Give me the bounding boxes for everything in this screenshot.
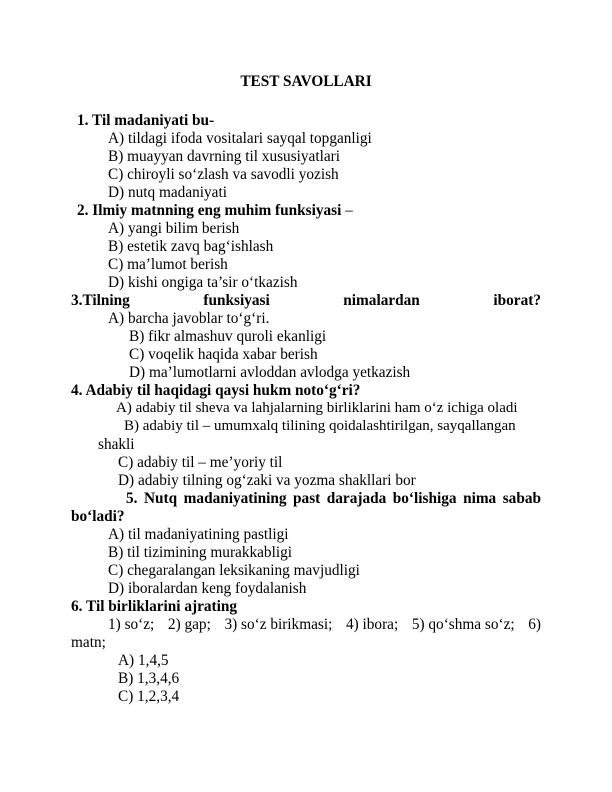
q5-word: bo‘lishiga [392,490,457,507]
question-2-text: 2. Ilmiy matnning eng muhim funksiyasi [77,202,342,219]
q3-word: 3.Tilning [71,292,130,309]
q2-option-c: C) ma’lumot berish [108,256,228,273]
q6-item: 3) so‘z birikmasi; [224,616,333,633]
q4-option-d: D) adabiy tilning og‘zaki va yozma shakllari bor [118,472,416,489]
question-4: 4. Adabiy til haqidagi qaysi hukm noto‘g‘ri? [71,382,361,399]
q1-option-d: D) nutq madaniyati [108,184,227,201]
q6-item: 6) [528,616,541,633]
q5-option-b: B) til tizimining murakkabligi [108,544,292,561]
q6-option-c: C) 1,2,3,4 [118,688,180,705]
q6-items [108,616,541,633]
q2-option-a: A) yangi bilim berish [108,220,240,237]
question-1: 1. Til madaniyati bu- [77,112,215,129]
q5-option-a: A) til madaniyatining pastligi [108,526,289,543]
q4-option-b-cont: shakli [98,436,135,453]
q1-option-a: A) tildagi ifoda vositalari sayqal topganligi [108,130,372,147]
q4-option-b: B) adabiy til – umumxalq tilining qoidalashtirilgan, sayqallangan [124,418,516,434]
q5-option-c: C) chegaralangan leksikaning mavjudligi [108,562,360,579]
q3-word: funksiyasi [203,292,270,309]
q1-option-b: B) muayyan davrning til xususiyatlari [108,148,340,165]
q5-option-d: D) iboralardan keng foydalanish [108,580,307,597]
question-5 [126,490,541,507]
question-3 [71,292,541,309]
q2-option-b: B) estetik zavq bag‘ishlash [108,238,274,255]
question-6: 6. Til birliklarini ajrating [71,598,238,615]
q5-word: sabab [502,490,541,507]
q5-word: past [293,490,321,507]
q3-option-a: A) barcha javoblar to‘g‘ri. [108,310,270,327]
q5-word: 5. [126,490,138,507]
q3-option-c: C) voqelik haqida xabar berish [129,346,318,363]
page-title: TEST SAVOLLARI [240,73,372,90]
q3-option-d: D) ma’lumotlarni avloddan avlodga yetkazish [129,364,411,381]
question-2 [77,202,353,219]
q3-word: iborat? [493,292,541,309]
q2-option-d: D) kishi ongiga ta’sir o‘tkazish [108,274,298,291]
q5-word: Nutq [144,490,178,507]
q4-option-a: A) adabiy til sheva va lahjalarning birliklarini ham o‘z ichiga oladi [116,400,518,416]
q3-word: nimalardan [343,292,420,309]
q6-item: 1) so‘z; [108,616,155,633]
q1-option-c: C) chiroyli so‘zlash va savodli yozish [108,166,339,183]
q5-word: nima [463,490,497,507]
question-5-cont: bo‘ladi? [71,508,125,525]
q6-option-b: B) 1,3,4,6 [118,670,180,687]
q5-word: darajada [326,490,387,507]
q3-option-b: B) fikr almashuv quroli ekanligi [129,328,327,345]
q6-item: 4) ibora; [345,616,399,633]
q6-option-a: A) 1,4,5 [118,652,169,669]
q6-items-cont: matn; [71,634,106,651]
q5-word: madaniyatining [183,490,287,507]
q6-item: 2) gap; [167,616,211,633]
question-2-dash: – [341,202,353,219]
q6-item: 5) qo‘shma so‘z; [411,616,515,633]
q4-option-c: C) adabiy til – me’yoriy til [118,454,283,471]
